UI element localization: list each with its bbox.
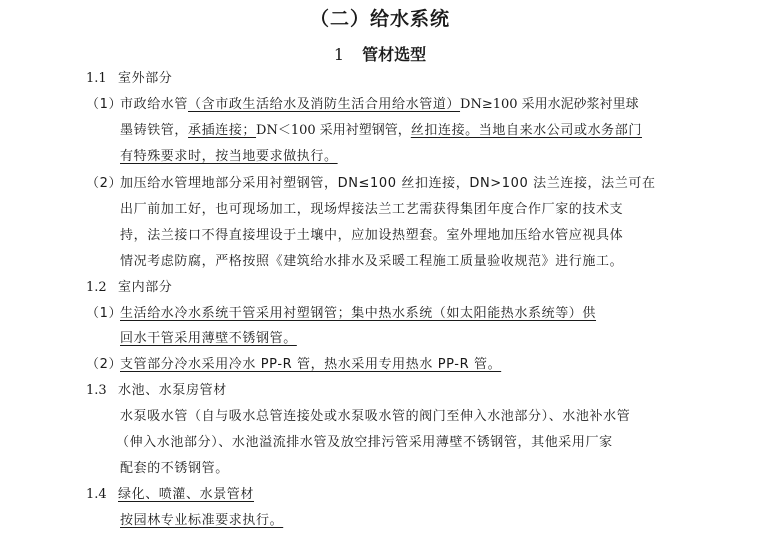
- subsection-heading-text: 室外部分: [118, 71, 173, 86]
- paragraph-line: [120, 512, 283, 530]
- paragraph-line: [120, 227, 623, 245]
- subsection-number: 1.4: [86, 487, 107, 502]
- underlined-text: 按园林专业标准要求执行。: [120, 513, 284, 528]
- paragraph-line: [86, 356, 501, 374]
- text-run: 加压给水管埋地部分采用衬塑钢管，DN≤100 丝扣连接，DN>100 法兰连接，法兰可在: [120, 176, 656, 191]
- underlined-text: 支管部分冷水采用冷水 PP-R 管，热水采用专用热水 PP-R 管。: [120, 357, 502, 372]
- text-run: 情况考虑防腐，严格按照《建筑给水排水及采暖工程施工质量验收规范》进行施工。: [120, 254, 624, 269]
- paragraph-line: [120, 460, 229, 478]
- paragraph-line: [120, 122, 642, 140]
- underlined-text: （含市政生活给水及消防生活合用给水管道）: [188, 97, 461, 112]
- subsection-heading-1-1: [86, 70, 172, 88]
- underlined-text: 回水干管采用薄壁不锈钢管。: [120, 331, 297, 346]
- paragraph-line: [86, 96, 639, 114]
- section-title: [0, 42, 760, 65]
- paragraph-line: [120, 253, 623, 271]
- text-run: 水泵吸水管（自与吸水总管连接处或水泵吸水管的阀门至伸入水池部分）、水池补水管: [120, 409, 631, 424]
- section-title-text: 管材选型: [362, 45, 427, 64]
- paragraph-line: [116, 434, 613, 452]
- subsection-heading-1-4: [86, 486, 254, 504]
- underlined-text: 承插连接；: [188, 123, 257, 138]
- item-number: （2）: [86, 176, 123, 191]
- subsection-heading-text: 水池、水泵房管材: [118, 383, 227, 398]
- item-number: （2）: [86, 357, 123, 372]
- subsection-heading-1-3: [86, 382, 227, 400]
- underlined-text: 生活给水冷水系统干管采用衬塑钢管；集中热水系统（如太阳能热水系统等）供: [120, 306, 597, 321]
- text-run: 市政给水管: [120, 97, 189, 112]
- subsection-heading-1-2: [86, 279, 172, 297]
- paragraph-line: [120, 148, 338, 166]
- paragraph-line: [86, 305, 596, 323]
- subsection-number: 1.3: [86, 383, 107, 398]
- paragraph-line: [120, 330, 297, 348]
- page-title: （二）给水系统: [309, 8, 450, 30]
- paragraph-line: [86, 175, 656, 193]
- paragraph-line: [120, 201, 623, 219]
- subsection-heading-text: 室内部分: [118, 280, 173, 295]
- item-number: （1）: [86, 97, 123, 112]
- underlined-text: 有特殊要求时，按当地要求做执行。: [120, 149, 338, 164]
- subsection-number: 1.1: [86, 71, 107, 86]
- text-run: （伸入水池部分）、水池溢流排水管及放空排污管采用薄壁不锈钢管，其他采用厂家: [116, 435, 613, 450]
- subsection-heading-text: 绿化、喷灌、水景管材: [118, 487, 255, 502]
- text-run: DN＜100 采用衬塑钢管，: [256, 123, 411, 138]
- section-title-number: 1: [333, 45, 345, 64]
- text-run: 墨铸铁管，: [120, 123, 189, 138]
- item-number: （1）: [86, 306, 123, 321]
- subsection-number: 1.2: [86, 280, 107, 295]
- underlined-text: 丝扣连接。当地自来水公司或水务部门: [410, 123, 642, 138]
- text-run: 持，法兰接口不得直接埋设于土壤中，应加设热塑套。室外埋地加压给水管应视具体: [120, 228, 624, 243]
- paragraph-line: [120, 408, 630, 426]
- text-run: 配套的不锈钢管。: [120, 461, 229, 476]
- text-run: DN≥100 采用水泥砂浆衬里球: [460, 97, 639, 112]
- text-run: 出厂前加工好，也可现场加工，现场焊接法兰工艺需获得集团年度合作厂家的技术支: [120, 202, 624, 217]
